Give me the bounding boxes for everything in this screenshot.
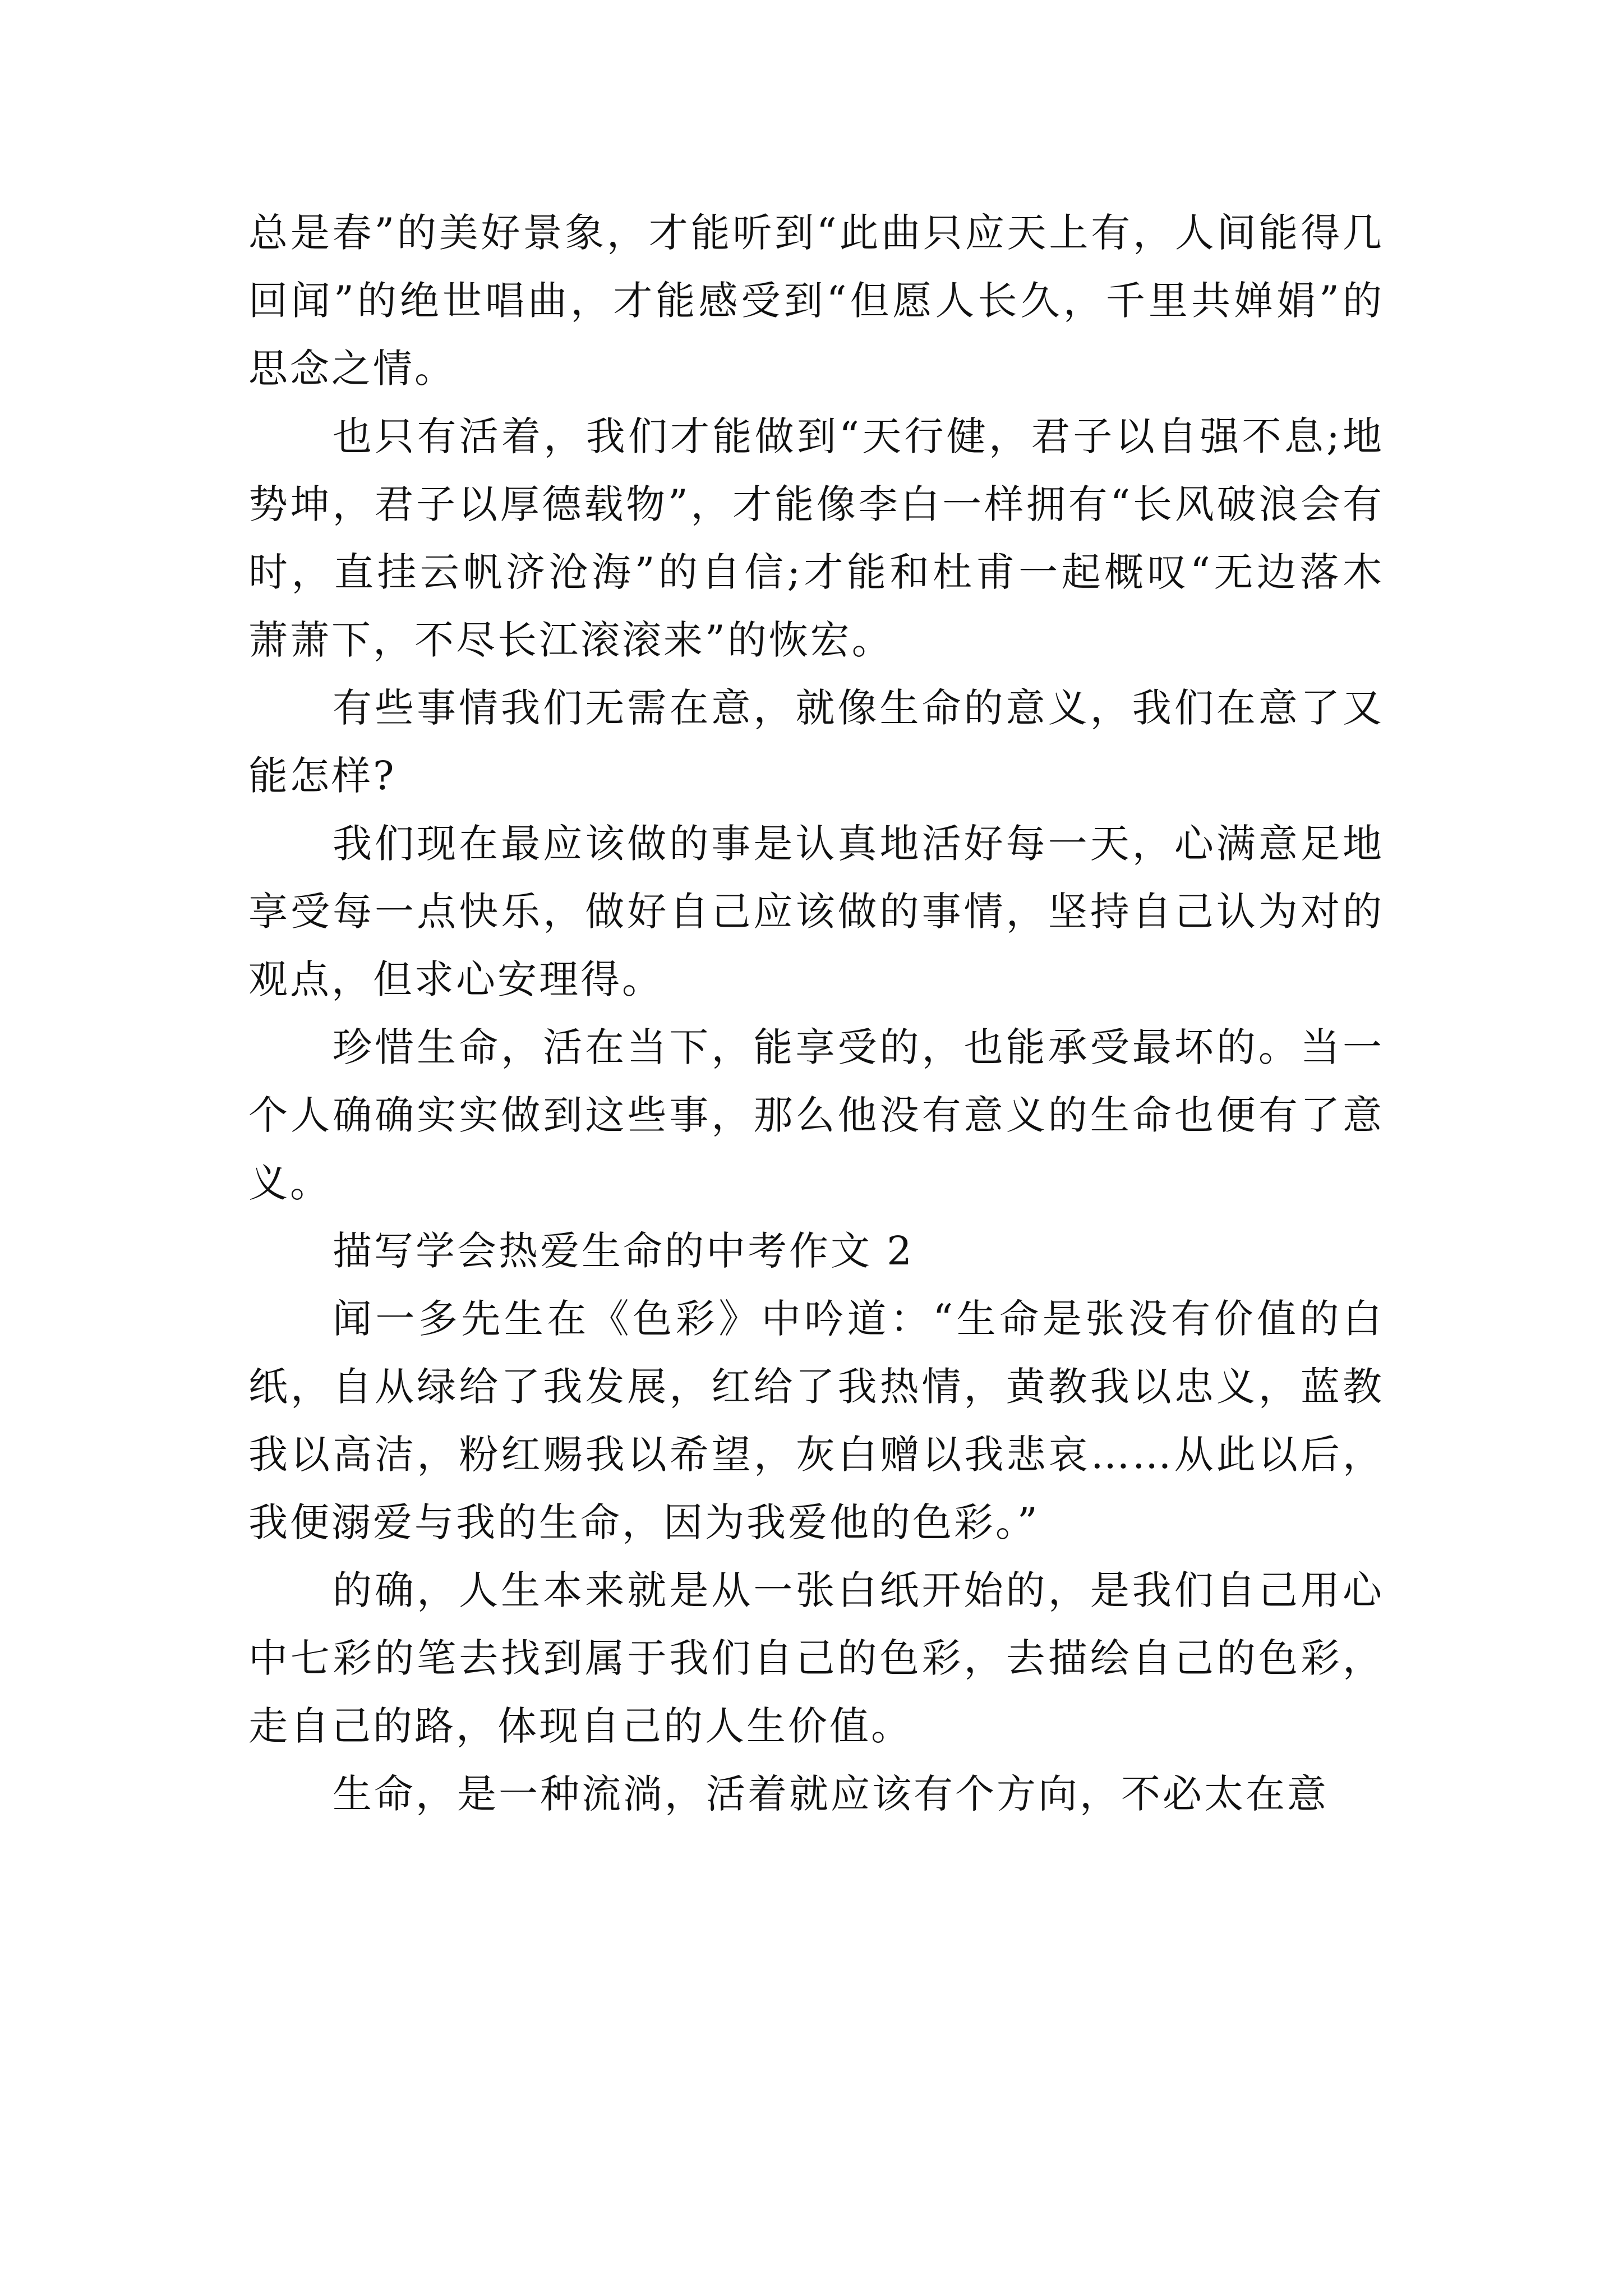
paragraph-1: 总是春”的美好景象，才能听到“此曲只应天上有，人间能得几回闻”的绝世唱曲，才能感受到“但愿人长久，千里共婵娟”的思念之情。 <box>248 210 1384 392</box>
paragraph-2: 也只有活着，我们才能做到“天行健，君子以自强不息;地势坤，君子以厚德载物”，才能像李白一样拥有“长风破浪会有时，直挂云帆济沧海”的自信;才能和杜甫一起概叹“无边落木萧萧下，不尽长江滚滚来”的恢宏。 <box>248 413 1384 663</box>
paragraph-8: 生命，是一种流淌，活着就应该有个方向，不必太在意 <box>333 1771 1329 1817</box>
paragraph-3: 有些事情我们无需在意，就像生命的意义，我们在意了又能怎样? <box>248 685 1384 799</box>
paragraph-4: 我们现在最应该做的事是认真地活好每一天，心满意足地享受每一点快乐，做好自己应该做的事情，坚持自己认为对的观点，但求心安理得。 <box>248 821 1384 1002</box>
section-heading: 描写学会热爱生命的中考作文 2 <box>333 1228 914 1274</box>
paragraph-5: 珍惜生命，活在当下，能享受的，也能承受最坏的。当一个人确确实实做到这些事，那么他没有意义的生命也便有了意义。 <box>248 1024 1384 1206</box>
paragraph-6: 闻一多先生在《色彩》中吟道：“生命是张没有价值的白纸，自从绿给了我发展，红给了我热情，黄教我以忠义，蓝教我以高洁，粉红赐我以希望，灰白赠以我悲哀……从此以后，我便溺爱与我的生命，因为我爱他的色彩。” <box>248 1296 1384 1545</box>
document-body <box>248 199 1384 1828</box>
paragraph-7: 的确，人生本来就是从一张白纸开始的，是我们自己用心中七彩的笔去找到属于我们自己的色彩，去描绘自己的色彩，走自己的路，体现自己的人生价值。 <box>248 1567 1384 1749</box>
